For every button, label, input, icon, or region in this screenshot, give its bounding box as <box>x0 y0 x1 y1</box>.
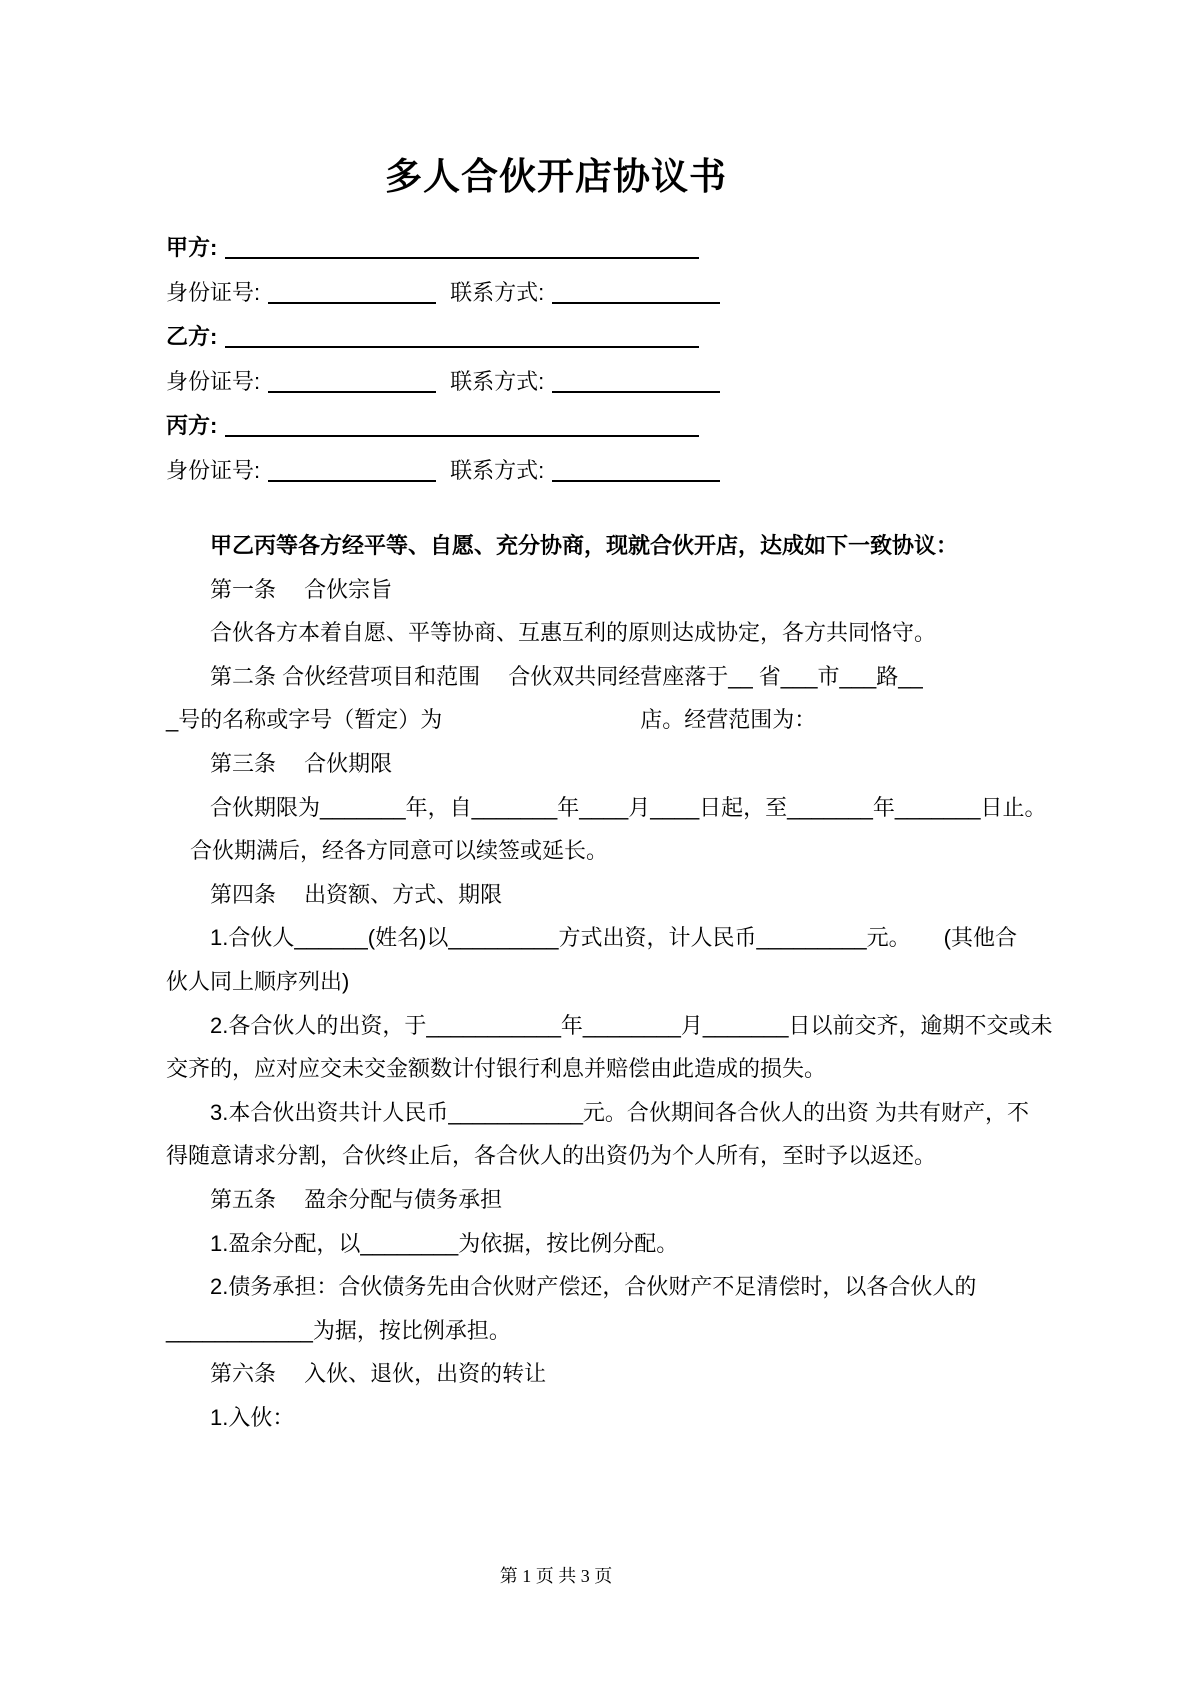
body-line-article-4: 第四条 出资额、方式、期限 <box>210 881 503 907</box>
party-b-contact-label: 联系方式: <box>450 368 545 394</box>
body-line: 伙人同上顺序列出) <box>166 968 350 994</box>
party-b-id-label: 身份证号: <box>166 368 261 394</box>
body-line: 2.各合伙人的出资，于___________年________月_______日以前交齐，逾期不交或未 <box>210 1012 1053 1038</box>
party-a-contact-blank <box>552 302 720 304</box>
party-b-name-blank <box>225 346 699 348</box>
body-line: 合伙各方本着自愿、平等协商、互惠互利的原则达成协定，各方共同恪守。 <box>210 620 937 646</box>
party-a-label: 甲方: <box>166 235 218 260</box>
party-c-id-blank <box>268 480 436 482</box>
party-c-id-label: 身份证号: <box>166 457 261 483</box>
body-line: 3.本合伙出资共计人民币___________元。合伙期间各合伙人的出资 为共有财产，不 <box>210 1099 1030 1125</box>
party-b-id-blank <box>268 391 436 393</box>
body-line: 合伙期满后，经各方同意可以续签或延长。 <box>190 838 609 864</box>
party-a-id-blank <box>268 302 436 304</box>
party-b-id-row <box>166 360 986 405</box>
party-c-id-row <box>166 449 986 494</box>
body-line-article-5: 第五条 盈余分配与债务承担 <box>210 1186 503 1212</box>
body-line: 1.盈余分配，以________为依据，按比例分配。 <box>210 1230 679 1256</box>
body-line: 1.入伙： <box>210 1404 295 1430</box>
party-a-name-row <box>166 226 986 271</box>
body-line-article-6: 第六条 入伙、退伙，出资的转让 <box>210 1361 547 1387</box>
document-title: 多人合伙开店协议书 <box>385 156 727 197</box>
party-b-label: 乙方: <box>166 324 218 350</box>
party-b-contact-blank <box>552 391 720 393</box>
party-a-id-row <box>166 271 986 316</box>
body-line: 交齐的，应对应交未交金额数计付银行利息并赔偿由此造成的损失。 <box>166 1056 827 1082</box>
body-line-article-3: 第三条 合伙期限 <box>210 750 393 776</box>
body-line: 2.债务承担：合伙债务先由合伙财产偿还，合伙财产不足清偿时，以各合伙人的 <box>210 1274 977 1300</box>
page-number-footer: 第 1 页 共 3 页 <box>499 1566 613 1586</box>
party-a-id-label: 身份证号: <box>166 279 261 305</box>
body-line: 得随意请求分割，合伙终止后，各合伙人的出资仍为个人所有，至时予以返还。 <box>166 1143 937 1169</box>
body-line: ____________为据，按比例承担。 <box>166 1317 511 1343</box>
party-c-name-blank <box>225 435 699 437</box>
body-line-article-1: 第一条 合伙宗旨 <box>210 576 393 602</box>
body-line-article-2: 第二条 合伙经营项目和范围 合伙双共同经营座落于__ 省___市___路__ <box>210 663 923 689</box>
body-line: _号的名称或字号（暂定）为 店。经营范围为： <box>166 707 817 733</box>
party-c-contact-blank <box>552 480 720 482</box>
party-b-name-row <box>166 315 986 360</box>
party-c-contact-label: 联系方式: <box>450 457 545 483</box>
body-line: 甲乙丙等各方经平等、自愿、充分协商，现就合伙开店，达成如下一致协议： <box>210 533 959 558</box>
party-a-contact-label: 联系方式: <box>450 279 545 305</box>
party-c-label: 丙方: <box>166 413 218 439</box>
party-a-name-blank <box>225 257 699 259</box>
body-line: 1.合伙人______(姓名)以_________方式出资，计人民币_________元。 (其他合 <box>210 925 1017 951</box>
body-line: 合伙期限为_______年，自_______年____月____日起，至_______年_______日止。 <box>210 794 1047 820</box>
contract-body <box>166 524 1053 1439</box>
party-c-name-row <box>166 404 986 449</box>
parties-block <box>166 226 986 494</box>
